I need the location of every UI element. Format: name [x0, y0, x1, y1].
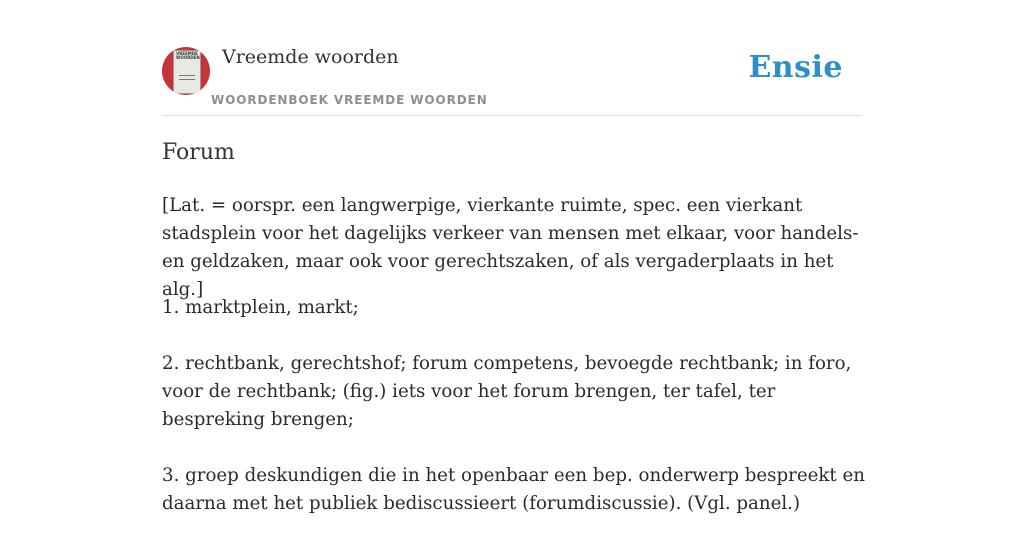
sense-item: 3. groep deskundigen die in het openbaar een bep. onderwerp bespreekt en daarna met het publiek bediscussieert (forumdiscussie). (Vgl. panel.)	[162, 465, 865, 514]
source-subtitle: WOORDENBOEK VREEMDE WOORDEN	[211, 93, 488, 107]
header	[162, 44, 862, 116]
cover-line	[179, 79, 195, 80]
entry-headword: Forum	[162, 140, 235, 165]
entry-etymology: [Lat. = oorspr. een langwerpige, vierkante ruimte, spec. een vierkant stadsplein voor het dagelijks verkeer van mensen met elkaar, voor handels- en geldzaken, maar ook voor gerechtszaken, of als vergaderplaats in het alg.]	[162, 195, 859, 300]
brand-logo[interactable]: Ensie	[748, 50, 843, 85]
sense-item: 1. marktplein, markt;	[162, 297, 359, 318]
sense-item: 2. rechtbank, gerechtshof; forum competens, bevoegde rechtbank; in foro, voor de rechtbank; (fig.) iets voor het forum brengen, ter tafel, ter bespreking brengen;	[162, 353, 852, 430]
cover-line	[179, 75, 195, 76]
source-cover-avatar[interactable]	[162, 47, 210, 95]
book-cover-icon	[173, 50, 201, 94]
book-cover-title: VREEMDE WOORDEN	[176, 51, 200, 60]
header-divider	[162, 115, 862, 116]
source-title[interactable]: Vreemde woorden	[222, 46, 399, 68]
entry-senses	[162, 294, 872, 546]
